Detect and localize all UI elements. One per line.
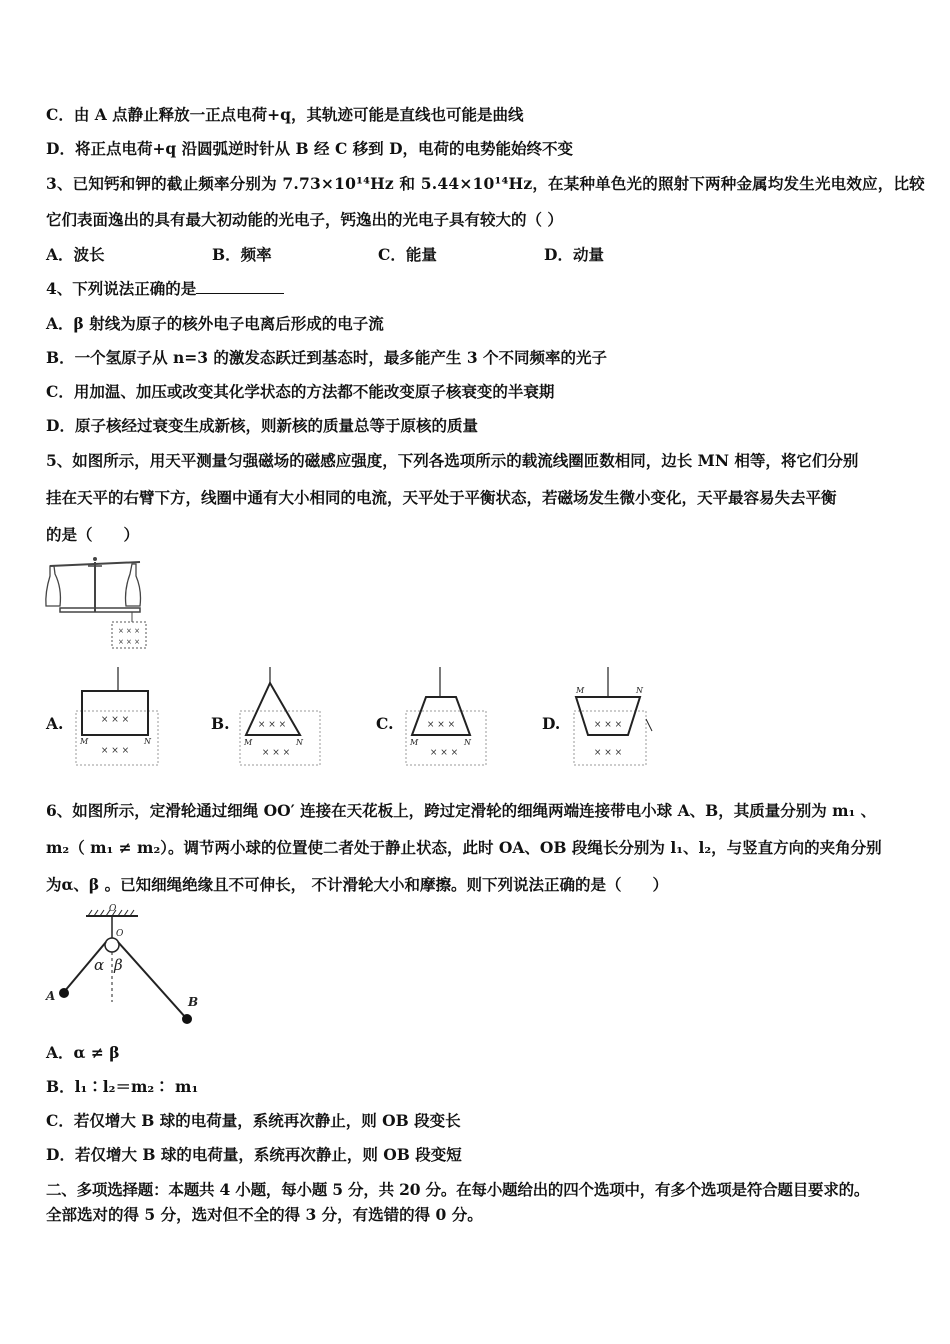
- field-row: × × ×: [100, 746, 130, 756]
- q4-option-a: A．β 射线为原子的核外电子电离后形成的电子流: [46, 314, 384, 333]
- q5-stem-line2: 挂在天平的右臂下方，线圈中通有大小相同的电流，天平处于平衡状态，若磁场发生微小变化，天平最容易失去平衡: [46, 488, 837, 507]
- q3-option-b: B．频率: [212, 245, 272, 264]
- q5-label-b: B.: [211, 714, 230, 733]
- field-row: × × ×: [257, 720, 287, 730]
- field-row: × × ×: [100, 715, 130, 725]
- q6-option-b: B．l₁∶l₂＝m₂∶ m₁: [46, 1077, 199, 1096]
- coil-rectangle-figure: [72, 665, 164, 769]
- label-n: N: [296, 738, 303, 747]
- q4-stem: [46, 277, 284, 299]
- angle-beta: β: [114, 956, 123, 974]
- q4-option-c: C．用加温、加压或改变其化学状态的方法都不能改变原子核衰变的半衰期: [46, 382, 555, 401]
- label-n: N: [636, 686, 643, 695]
- q2-option-d: D．将正点电荷+q 沿圆弧逆时针从 B 经 C 移到 D，电荷的电势能始终不变: [46, 139, 574, 158]
- q6-stem-line1: 6、如图所示，定滑轮通过细绳 OO′ 连接在天花板上，跨过定滑轮的细绳两端连接带电小球 A、B，其质量分别为 m₁ 、: [46, 801, 877, 820]
- ball-a-label: A: [46, 989, 56, 1003]
- q5-stem-line1: 5、如图所示，用天平测量匀强磁场的磁感应强度，下列各选项所示的载流线圈匝数相同，边长 MN 相等，将它们分别: [46, 451, 859, 470]
- q6-option-c: C．若仅增大 B 球的电荷量，系统再次静止，则 OB 段变长: [46, 1111, 461, 1130]
- q6-option-d: D．若仅增大 B 球的电荷量，系统再次静止，则 OB 段变短: [46, 1145, 462, 1164]
- section2-heading-line2: 全部选对的得 5 分，选对但不全的得 3 分，有选错的得 0 分。: [46, 1205, 483, 1224]
- q4-option-b: B．一个氢原子从 n=3 的激发态跃迁到基态时，最多能产生 3 个不同频率的光子: [46, 348, 608, 367]
- coil-triangle-figure: [236, 665, 328, 769]
- q5-label-d: D.: [542, 714, 561, 733]
- q5-label-c: C.: [376, 714, 394, 733]
- label-m: M: [244, 738, 253, 747]
- label-n: N: [464, 738, 471, 747]
- label-n: N: [144, 737, 151, 746]
- q2-option-c: C．由 A 点静止释放一正点电荷+q，其轨迹可能是直线也可能是曲线: [46, 105, 524, 124]
- q5-label-a: A.: [46, 714, 64, 733]
- field-row: × × ×: [593, 720, 623, 730]
- pulley-figure: [40, 900, 210, 1030]
- balance-figure: [40, 552, 160, 652]
- field-row: × × ×: [426, 720, 456, 730]
- coil-trapezoid-figure: [402, 665, 494, 769]
- field-row: × × ×: [593, 748, 623, 758]
- ball-b-label: B: [188, 995, 199, 1009]
- section2-heading-line1: 二、多项选择题：本题共 4 小题，每小题 5 分，共 20 分。在每小题给出的四个选项中，有多个选项是符合题目要求的。: [46, 1180, 870, 1199]
- q3-option-d: D．动量: [544, 245, 604, 264]
- q6-stem-line2: m₂（ m₁ ≠ m₂）。调节两小球的位置使二者处于静止状态，此时 OA、OB 段绳长分别为 l₁、l₂，与竖直方向的夹角分别: [46, 838, 882, 857]
- q4-option-d: D．原子核经过衰变生成新核，则新核的质量总等于原核的质量: [46, 416, 478, 435]
- angle-alpha: α: [94, 956, 105, 974]
- field-row-top: × × ×: [117, 627, 141, 635]
- coil-inverted-trapezoid-figure: [566, 665, 658, 769]
- q5-stem-line3: 的是（ ）: [46, 525, 140, 544]
- label-m: M: [410, 738, 419, 747]
- label-m: M: [80, 737, 89, 746]
- q4-stem-text: 4、下列说法正确的是: [46, 279, 197, 298]
- label-o-prime: O: [116, 929, 124, 939]
- q3-option-a: A．波长: [46, 245, 105, 264]
- q3-option-c: C．能量: [378, 245, 437, 264]
- q6-stem-line3: 为α、β 。已知细绳绝缘且不可伸长， 不计滑轮大小和摩擦。则下列说法正确的是（ ）: [46, 875, 669, 894]
- field-row: × × ×: [429, 748, 459, 758]
- q3-stem-line2: 它们表面逸出的具有最大初动能的光电子，钙逸出的光电子具有较大的（ ）: [46, 210, 563, 229]
- answer-blank: [196, 279, 284, 294]
- field-row: × × ×: [261, 748, 291, 758]
- q3-stem-line1: 3、已知钙和钾的截止频率分别为 7.73×10¹⁴Hz 和 5.44×10¹⁴Hz，在某种单色光的照射下两种金属均发生光电效应，比较: [46, 174, 925, 193]
- label-o: O: [109, 904, 117, 914]
- label-m: M: [576, 686, 585, 695]
- field-row-bottom: × × ×: [117, 638, 141, 646]
- q6-option-a: A．α ≠ β: [46, 1043, 120, 1062]
